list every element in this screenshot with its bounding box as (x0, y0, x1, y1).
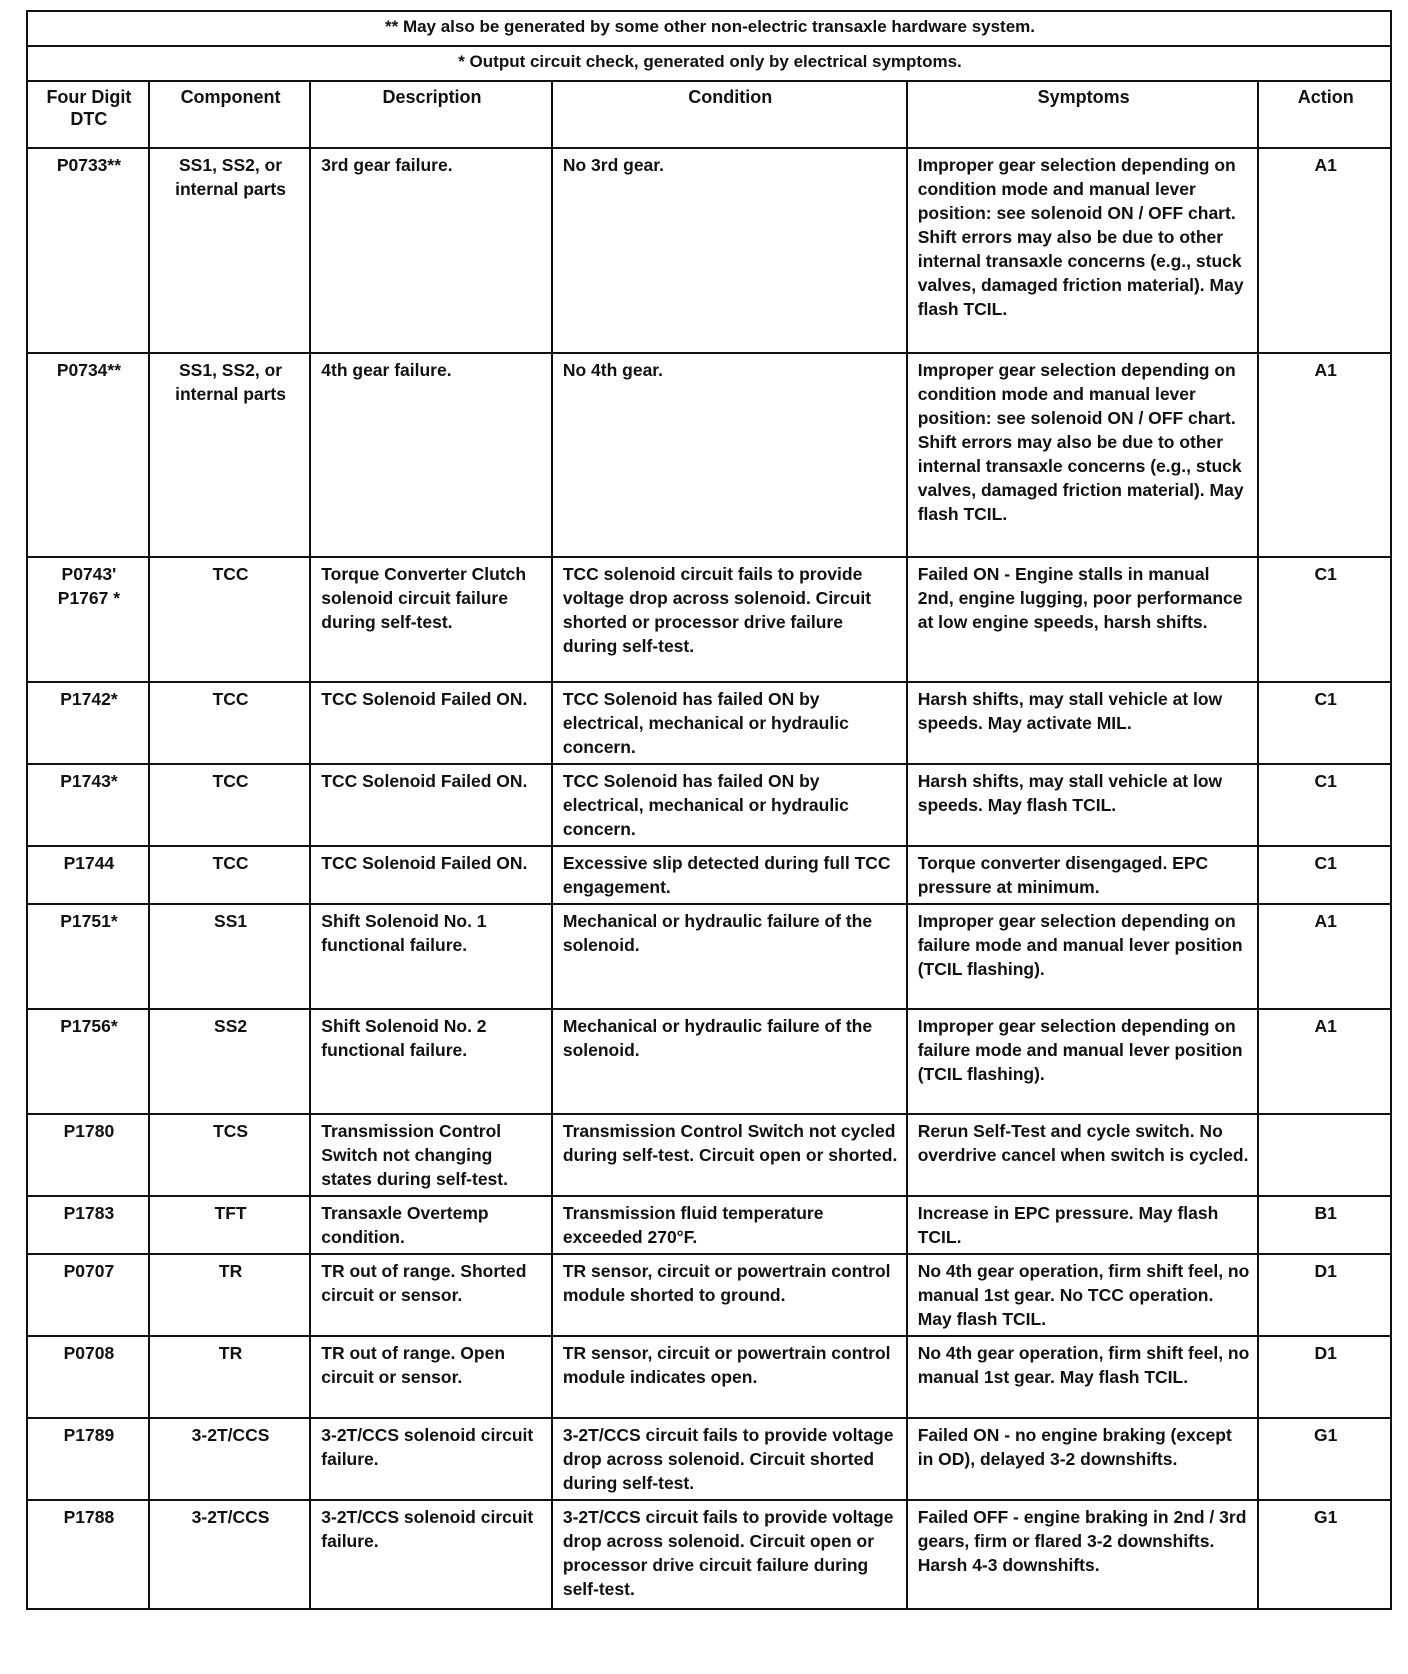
action-cell: C1 (1258, 682, 1391, 764)
table-row (27, 846, 1391, 904)
description-cell: TR out of range. Open circuit or sensor. (310, 1336, 552, 1418)
header-action: Action (1258, 81, 1391, 148)
symptoms-cell: Rerun Self-Test and cycle switch. No overdrive cancel when switch is cycled. (907, 1114, 1259, 1196)
table-row (27, 1196, 1391, 1254)
action-cell: B1 (1258, 1196, 1391, 1254)
dtc-code-cell: P0733** (27, 148, 149, 353)
table-row (27, 1254, 1391, 1336)
component-cell: TCC (149, 764, 310, 846)
symptoms-cell: Increase in EPC pressure. May flash TCIL. (907, 1196, 1259, 1254)
description-cell: 3-2T/CCS solenoid circuit failure. (310, 1500, 552, 1609)
table-row (27, 682, 1391, 764)
condition-cell: TR sensor, circuit or powertrain control module indicates open. (552, 1336, 907, 1418)
symptoms-cell: Improper gear selection depending on condition mode and manual lever position: see solenoid ON / OFF chart. Shift errors may also be due to other internal transaxle concerns (e.g., stuck valves, damaged friction material). May flash TCIL. (907, 148, 1259, 353)
description-cell: Transaxle Overtemp condition. (310, 1196, 552, 1254)
component-cell: 3-2T/CCS (149, 1418, 310, 1500)
description-cell: Torque Converter Clutch solenoid circuit failure during self-test. (310, 557, 552, 682)
table-row (27, 1336, 1391, 1418)
note-output-circuit: * Output circuit check, generated only by electrical symptoms. (27, 46, 1391, 81)
description-cell: TCC Solenoid Failed ON. (310, 846, 552, 904)
dtc-code-cell: P1742* (27, 682, 149, 764)
component-cell: SS1, SS2, or internal parts (149, 353, 310, 557)
component-cell: SS1, SS2, or internal parts (149, 148, 310, 353)
component-cell: TCC (149, 682, 310, 764)
table-row (27, 1114, 1391, 1196)
action-cell: A1 (1258, 1009, 1391, 1114)
symptoms-cell: Failed ON - Engine stalls in manual 2nd, engine lugging, poor performance at low engine speeds, harsh shifts. (907, 557, 1259, 682)
component-cell: TR (149, 1336, 310, 1418)
description-cell: 3-2T/CCS solenoid circuit failure. (310, 1418, 552, 1500)
symptoms-cell: Improper gear selection depending on condition mode and manual lever position: see solenoid ON / OFF chart. Shift errors may also be due to other internal transaxle concerns (e.g., stuck valves, damaged friction material). May flash TCIL. (907, 353, 1259, 557)
action-cell: D1 (1258, 1336, 1391, 1418)
dtc-code-cell: P0707 (27, 1254, 149, 1336)
dtc-code-cell: P1751* (27, 904, 149, 1009)
description-cell: Transmission Control Switch not changing states during self-test. (310, 1114, 552, 1196)
description-cell: TCC Solenoid Failed ON. (310, 682, 552, 764)
dtc-chart-page (26, 10, 1392, 1610)
condition-cell: Mechanical or hydraulic failure of the solenoid. (552, 1009, 907, 1114)
note-row-output-circuit (27, 46, 1391, 81)
component-cell: TR (149, 1254, 310, 1336)
header-description: Description (310, 81, 552, 148)
dtc-code-cell: P1788 (27, 1500, 149, 1609)
header-four-digit-dtc: Four Digit DTC (27, 81, 149, 148)
action-cell: A1 (1258, 148, 1391, 353)
symptoms-cell: Harsh shifts, may stall vehicle at low speeds. May activate MIL. (907, 682, 1259, 764)
description-cell: TR out of range. Shorted circuit or sensor. (310, 1254, 552, 1336)
symptoms-cell: Harsh shifts, may stall vehicle at low speeds. May flash TCIL. (907, 764, 1259, 846)
dtc-code-cell: P1744 (27, 846, 149, 904)
dtc-table (26, 10, 1392, 1610)
note-non-electric: ** May also be generated by some other non-electric transaxle hardware system. (27, 11, 1391, 46)
description-cell: TCC Solenoid Failed ON. (310, 764, 552, 846)
header-condition: Condition (552, 81, 907, 148)
action-cell: D1 (1258, 1254, 1391, 1336)
action-cell (1258, 1114, 1391, 1196)
action-cell: C1 (1258, 764, 1391, 846)
table-row (27, 353, 1391, 557)
condition-cell: No 3rd gear. (552, 148, 907, 353)
header-symptoms: Symptoms (907, 81, 1259, 148)
dtc-code-cell: P0734** (27, 353, 149, 557)
dtc-code-cell: P1789 (27, 1418, 149, 1500)
table-row (27, 764, 1391, 846)
dtc-code-cell: P1783 (27, 1196, 149, 1254)
note-row-non-electric (27, 11, 1391, 46)
component-cell: TFT (149, 1196, 310, 1254)
condition-cell: Excessive slip detected during full TCC engagement. (552, 846, 907, 904)
condition-cell: 3-2T/CCS circuit fails to provide voltage drop across solenoid. Circuit shorted during self-test. (552, 1418, 907, 1500)
symptoms-cell: No 4th gear operation, firm shift feel, no manual 1st gear. No TCC operation. May flash TCIL. (907, 1254, 1259, 1336)
component-cell: SS1 (149, 904, 310, 1009)
action-cell: A1 (1258, 353, 1391, 557)
condition-cell: No 4th gear. (552, 353, 907, 557)
dtc-code-cell: P1780 (27, 1114, 149, 1196)
table-row (27, 1418, 1391, 1500)
description-cell: Shift Solenoid No. 1 functional failure. (310, 904, 552, 1009)
condition-cell: TCC Solenoid has failed ON by electrical, mechanical or hydraulic concern. (552, 764, 907, 846)
dtc-code-cell: P1743* (27, 764, 149, 846)
component-cell: TCS (149, 1114, 310, 1196)
symptoms-cell: Failed ON - no engine braking (except in OD), delayed 3-2 downshifts. (907, 1418, 1259, 1500)
condition-cell: Transmission fluid temperature exceeded 270°F. (552, 1196, 907, 1254)
dtc-code-cell: P0743' P1767 * (27, 557, 149, 682)
dtc-code-cell: P0708 (27, 1336, 149, 1418)
action-cell: G1 (1258, 1418, 1391, 1500)
action-cell: G1 (1258, 1500, 1391, 1609)
condition-cell: TR sensor, circuit or powertrain control module shorted to ground. (552, 1254, 907, 1336)
dtc-code-cell: P1756* (27, 1009, 149, 1114)
action-cell: C1 (1258, 557, 1391, 682)
condition-cell: 3-2T/CCS circuit fails to provide voltage drop across solenoid. Circuit open or processor drive circuit failure during self-test. (552, 1500, 907, 1609)
table-row (27, 1009, 1391, 1114)
component-cell: SS2 (149, 1009, 310, 1114)
condition-cell: TCC Solenoid has failed ON by electrical, mechanical or hydraulic concern. (552, 682, 907, 764)
condition-cell: TCC solenoid circuit fails to provide voltage drop across solenoid. Circuit shorted or processor drive failure during self-test. (552, 557, 907, 682)
description-cell: 3rd gear failure. (310, 148, 552, 353)
table-row (27, 1500, 1391, 1609)
condition-cell: Mechanical or hydraulic failure of the solenoid. (552, 904, 907, 1009)
symptoms-cell: Torque converter disengaged. EPC pressure at minimum. (907, 846, 1259, 904)
component-cell: 3-2T/CCS (149, 1500, 310, 1609)
table-header-row (27, 81, 1391, 148)
symptoms-cell: Improper gear selection depending on failure mode and manual lever position (TCIL flashing). (907, 904, 1259, 1009)
description-cell: Shift Solenoid No. 2 functional failure. (310, 1009, 552, 1114)
header-component: Component (149, 81, 310, 148)
description-cell: 4th gear failure. (310, 353, 552, 557)
component-cell: TCC (149, 557, 310, 682)
action-cell: A1 (1258, 904, 1391, 1009)
action-cell: C1 (1258, 846, 1391, 904)
symptoms-cell: Improper gear selection depending on failure mode and manual lever position (TCIL flashing). (907, 1009, 1259, 1114)
table-row (27, 557, 1391, 682)
table-row (27, 148, 1391, 353)
symptoms-cell: Failed OFF - engine braking in 2nd / 3rd gears, firm or flared 3-2 downshifts. Harsh 4-3 downshifts. (907, 1500, 1259, 1609)
table-row (27, 904, 1391, 1009)
symptoms-cell: No 4th gear operation, firm shift feel, no manual 1st gear. May flash TCIL. (907, 1336, 1259, 1418)
component-cell: TCC (149, 846, 310, 904)
condition-cell: Transmission Control Switch not cycled during self-test. Circuit open or shorted. (552, 1114, 907, 1196)
